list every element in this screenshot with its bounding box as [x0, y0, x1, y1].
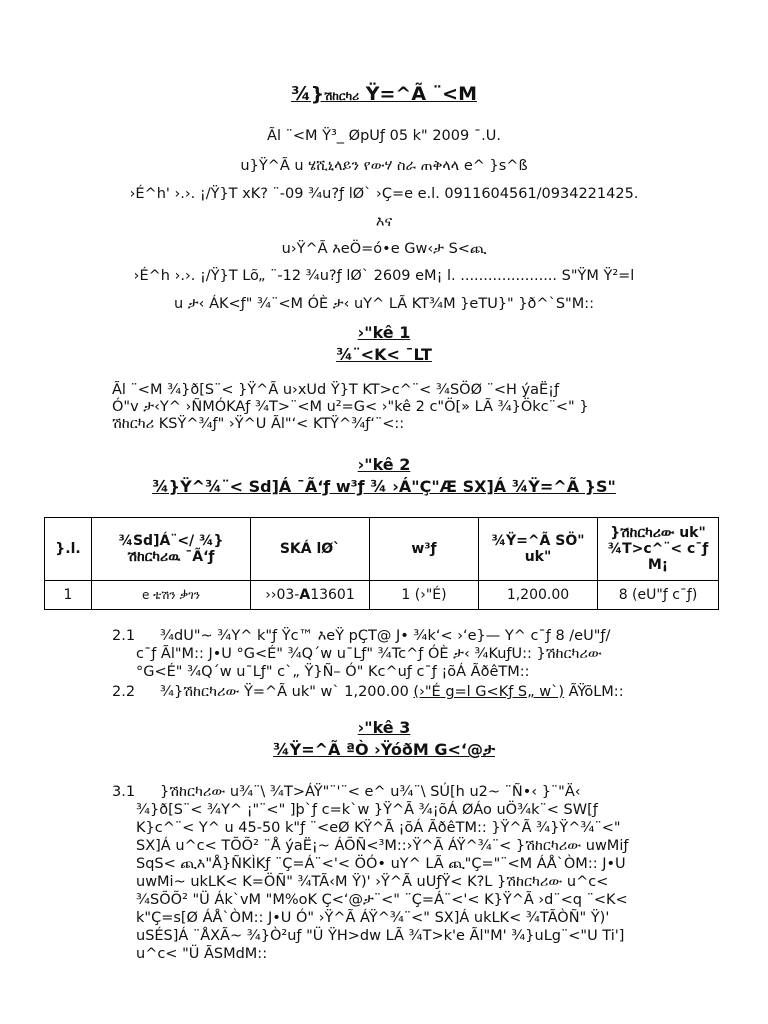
clause-2-2: 2.2 ¾}ሽከርካሪው Ÿ=^Ã uk" w` 1,200.00 (›"É g=l G<Kƒ S„ w`) ÃŸõLM::	[112, 684, 624, 700]
section3-number: ›"kê 3	[357, 718, 411, 737]
table-cell: 1	[45, 581, 92, 610]
column-header: ¾Sd]Á¨</ ¾} ሽከርካሪዉ ¯Ã‘ƒ	[92, 518, 251, 581]
clause-number: 2.1	[112, 628, 136, 644]
party-two-address: ›É^h ›.›. ¡/Ÿ}T Lõ„ ¨-12 ¾u?ƒ lØ` 2609 eM¡ l. ..................... S"ŸM Ÿ²=l	[133, 268, 635, 284]
table-row	[45, 581, 719, 610]
conjunction-and: እና	[375, 214, 393, 230]
section2-number: ›"kê 2	[357, 455, 411, 474]
table-cell: 1,200.00	[479, 581, 598, 610]
section1-line: ሽከርካሪ KSŸ^¾ƒ" ›Ÿ^U Ãl"‘< KTŸ^¾ƒ‘¨<::	[112, 416, 405, 432]
column-header: w³ƒ	[370, 518, 479, 581]
section1-number: ›"kê 1	[357, 323, 411, 342]
column-header: }ሽከርካሪው uk" ¾T>c^¨< c¯ƒ M¡	[598, 518, 719, 581]
clause-2-1: 2.1 ¾dU"~ ¾Y^ k"ƒ Ÿc™ እeŸ pÇT@ J• ¾k‘< ›‘e}— Y^ c¯ƒ 8 /eU"ƒ/ c¯ƒ Ãl"M:: J•U °G<É" ¾Q´w u¯Lƒ" ¾Tc^ƒ ÓÈ ታ‹ ¾KuƒU:: }ሽከርካሪው °G<É" ¾Q´w u¯Lƒ" c`„ Ÿ}Ñ– Ó" Kc^uƒ c¯ƒ ¡õÁ ÃðêTM::	[112, 628, 611, 680]
vehicle-table	[44, 517, 719, 610]
column-header: }.l.	[45, 518, 92, 581]
preamble-closing: u ታ‹ ÁK<ƒ" ¾¨<M ÓÈ ታ‹ uY^ LÃ KT¾M }eTU}" }ð^`S"M::	[174, 296, 594, 312]
section1-body	[112, 382, 672, 433]
agreement-date-line: Ãl ¨<M Ÿ³_ ØpUƒ 05 k" 2009 ¯.U.	[267, 128, 501, 144]
table-cell: 1 (›"É)	[370, 581, 479, 610]
clause-number: 3.1	[112, 784, 136, 800]
section3-title: ¾Ÿ=^Ã ªÒ ›ŸóðM G<‘@ታ	[273, 740, 495, 759]
table-cell: e ቴሽን ቃገን	[92, 581, 251, 610]
party-two-intro: u›Ÿ^Ã እeÖ=ó•e Gw‹ታ S<ጪ	[281, 241, 487, 257]
column-header: ¾Ÿ=^Ã SÖ" uk"	[479, 518, 598, 581]
clause-3-1: 3.1 }ሽከርካሪው u¾¨\ ¾T>ÁŸ"¨'¨< e^ u¾¨\ SÚ[h u2~ ¨Ñ•‹ }¨"Ä‹ ¾}ð[S¨< ¾Y^ ¡"¨<" ]þ`ƒ c=k`w }Ÿ^Ã ¾¡õÁ ØÁo uÖ¾k¨< SW[ƒ K}c^¨< Y^ u 45-50 k"ƒ ¨<eØ KŸ^Ã ¡õÁ ÃðêTM:: }Ÿ^Ã ¾}Ÿ^¾¨<" SX]Á u^c< TÕÕ² ¨Å ýaË¡~ ÁÕÑ<³M::›Ÿ^Ã ÁŸ^¾¨< }ሽከርካሪው uwMiƒ SqS< ጪእ"Å}ÑKÌKƒ ¨Ç=Á¨<'< ÖÓ• uY^ LÃ ጪ"Ç="¨<M ÁÅ`ÒM:: J•U uwMi~ ukLK< K=ÖÑ" ¾TÃ‹M Ÿ)' ›Ÿ^Ã uUƒŸ< K?L }ሽከርካሪው u^c< ¾SÕÕ² "Ü Ák`vM "M%oK Ç<‘@ታ¨<" ¨Ç=Á¨<'< K}Ÿ^Ã ›d¨<q ¨<K< k"Ç=s[Ø ÁÅ`ÒM:: J•U Ó" ›Ÿ^Ã ÁŸ^¾¨<" SX]Á ukLK< ¾TÃÒÑ" Ÿ)' uSÉS]Á ¨ÅXÃ~ ¾}Ò²uƒ "Ü ŸH>dw LÃ ¾T>k'e Ãl"M' ¾}uLg¨<"U Ti'] u^c< "Ü ÃSMdM::	[112, 784, 629, 962]
party-one-intro: u}Ÿ^Ã u ሄሺኒላይን የውሃ ስራ ጠቅላላ e^ }s^ß	[240, 158, 528, 174]
table-cell: 8 (eU"ƒ c¯ƒ)	[598, 581, 719, 610]
clause-number: 2.2	[112, 684, 136, 700]
column-header: SKÁ lØ`	[251, 518, 370, 581]
section2-title: ¾}Ÿ^¾¨< Sd]Á ¯Ã‘ƒ w³ƒ ¾ ›Á"Ç"Æ SX]Á ¾Ÿ=^Ã }S"	[152, 477, 616, 496]
table-cell: ››03-A13601	[251, 581, 370, 610]
party-one-address: ›É^h' ›.›. ¡/Ÿ}T xK? ¨-09 ¾u?ƒ lØ` ›Ç=e e.l. 0911604561/0934221425.	[129, 186, 639, 202]
table-header-row	[45, 518, 719, 581]
document-title: ¾}ሽከርካሪ Ÿ=^Ã ¨<M	[291, 83, 477, 105]
section1-title: ¾¨<K< ¯LT	[336, 345, 432, 364]
section1-line: Ó"v ታ‹Y^ ›ÑMÓKAƒ ¾T>¨<M u²=G< ›"kê 2 c"Ö[» LÃ ¾}Ökc¨<" }	[112, 399, 589, 415]
section1-line: Ãl ¨<M ¾}ð[S¨< }Ÿ^Ã u›xUd Ÿ}T KT>c^¨< ¾SÖØ ¨<H ýaË¡ƒ	[112, 382, 560, 398]
